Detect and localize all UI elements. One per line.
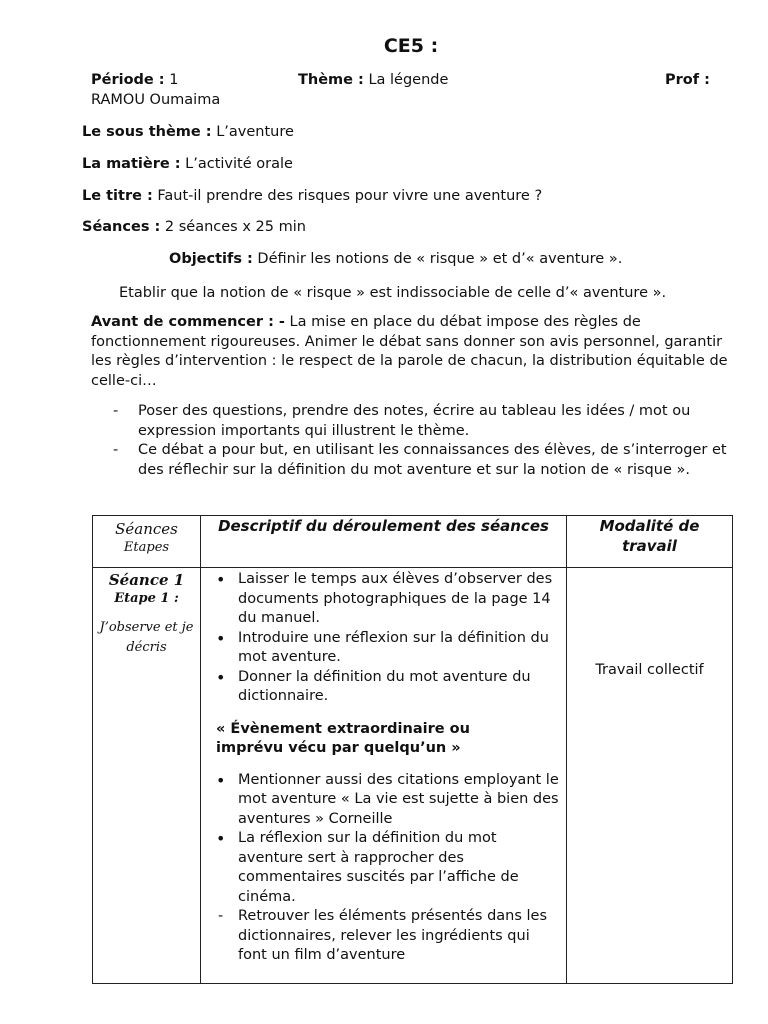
matiere-field [82,154,293,174]
seance-title: Séance 1 [108,571,185,589]
theme-label: Thème : [298,72,364,88]
modalite-cell [567,568,733,984]
seances-value: 2 séances x 25 min [164,219,306,235]
document-title: CE5 : [383,35,439,57]
header-seances: Séances [115,520,178,538]
seance-cell [93,568,201,984]
titre-label: Le titre : [82,188,153,204]
seances-label: Séances : [82,219,161,235]
periode-field [91,70,178,90]
header-etapes: Etapes [123,540,170,555]
avant-commencer-paragraph [91,313,736,391]
header-descriptif: Descriptif du déroulement des séances [218,517,549,535]
header-modalite-cell [567,516,733,568]
avant-commencer-text: La mise en place du débat impose des règles de fonctionnement rigoureuses. Animer le débat sans donner son avis personnel, garantir les règles d’intervention : le respect de la parole de chacun, la distribution équitable de celle-ci… [91,314,728,389]
instruction-item: - Ce débat a pour but, en utilisant les connaissances des élèves, de s’interroger et des réflechir sur la définition du mot aventure et sur la notion de « risque ». [91,441,736,480]
theme-value: La légende [368,72,449,88]
avant-commencer-label: Avant de commencer : - [91,314,285,330]
objectifs-line1 [169,249,622,269]
list-item: • Introduire une réflexion sur la définition du mot aventure. [216,629,560,668]
periode-label: Période : [91,72,165,88]
steps-list-a [216,570,560,707]
instruction-list [91,402,736,480]
sous-theme-value: L’aventure [216,124,294,140]
titre-field [82,186,542,206]
matiere-value: L’activité orale [185,156,293,172]
objectifs-label: Objectifs : [169,251,253,267]
periode-value: 1 [169,72,179,88]
sous-theme-field [82,122,294,142]
table-row [93,568,733,984]
list-item: • Donner la définition du mot aventure du dictionnaire. [216,668,560,707]
sous-theme-label: Le sous thème : [82,124,212,140]
header-modalite: Modalité de travail [599,517,700,555]
titre-value: Faut-il prendre des risques pour vivre une aventure ? [157,188,543,204]
seances-field [82,217,306,237]
table-header-row [93,516,733,568]
instruction-item: - Poser des questions, prendre des notes, écrire au tableau les idées / mot ou expression importants qui illustrent le thème. [91,402,736,441]
definition-text: « Évènement extraordinaire ou imprévu vécu par quelqu’un » [216,720,470,756]
etape-description: J’observe et je décris [99,620,194,655]
objectifs-text1: Définir les notions de « risque » et d’« aventure ». [257,251,623,267]
matiere-label: La matière : [82,156,181,172]
list-item: • Mentionner aussi des citations employant le mot aventure « La vie est sujette à bien des aventures » Corneille [216,771,560,830]
list-item: - Retrouver les éléments présentés dans les dictionnaires, relever les ingrédients qui font un film d’aventure [216,907,560,966]
theme-field [298,70,448,90]
sessions-table [92,515,733,984]
objectifs-line2: Etablir que la notion de « risque » est indissociable de celle d’« aventure ». [119,285,667,301]
prof-value: RAMOU Oumaima [91,92,221,108]
etape-title: Etape 1 : [114,591,179,606]
header-seances-cell [93,516,201,568]
list-item: • Laisser le temps aux élèves d’observer des documents photographiques de la page 14 du manuel. [216,570,560,629]
header-descriptif-cell [201,516,567,568]
prof-label: Prof : [665,72,710,88]
list-item: • La réflexion sur la définition du mot aventure sert à rapprocher des commentaires suscités par l’affiche de cinéma. [216,829,560,907]
modalite-value: Travail collectif [595,662,704,678]
steps-list-b [216,771,560,966]
descriptif-cell [201,568,567,984]
